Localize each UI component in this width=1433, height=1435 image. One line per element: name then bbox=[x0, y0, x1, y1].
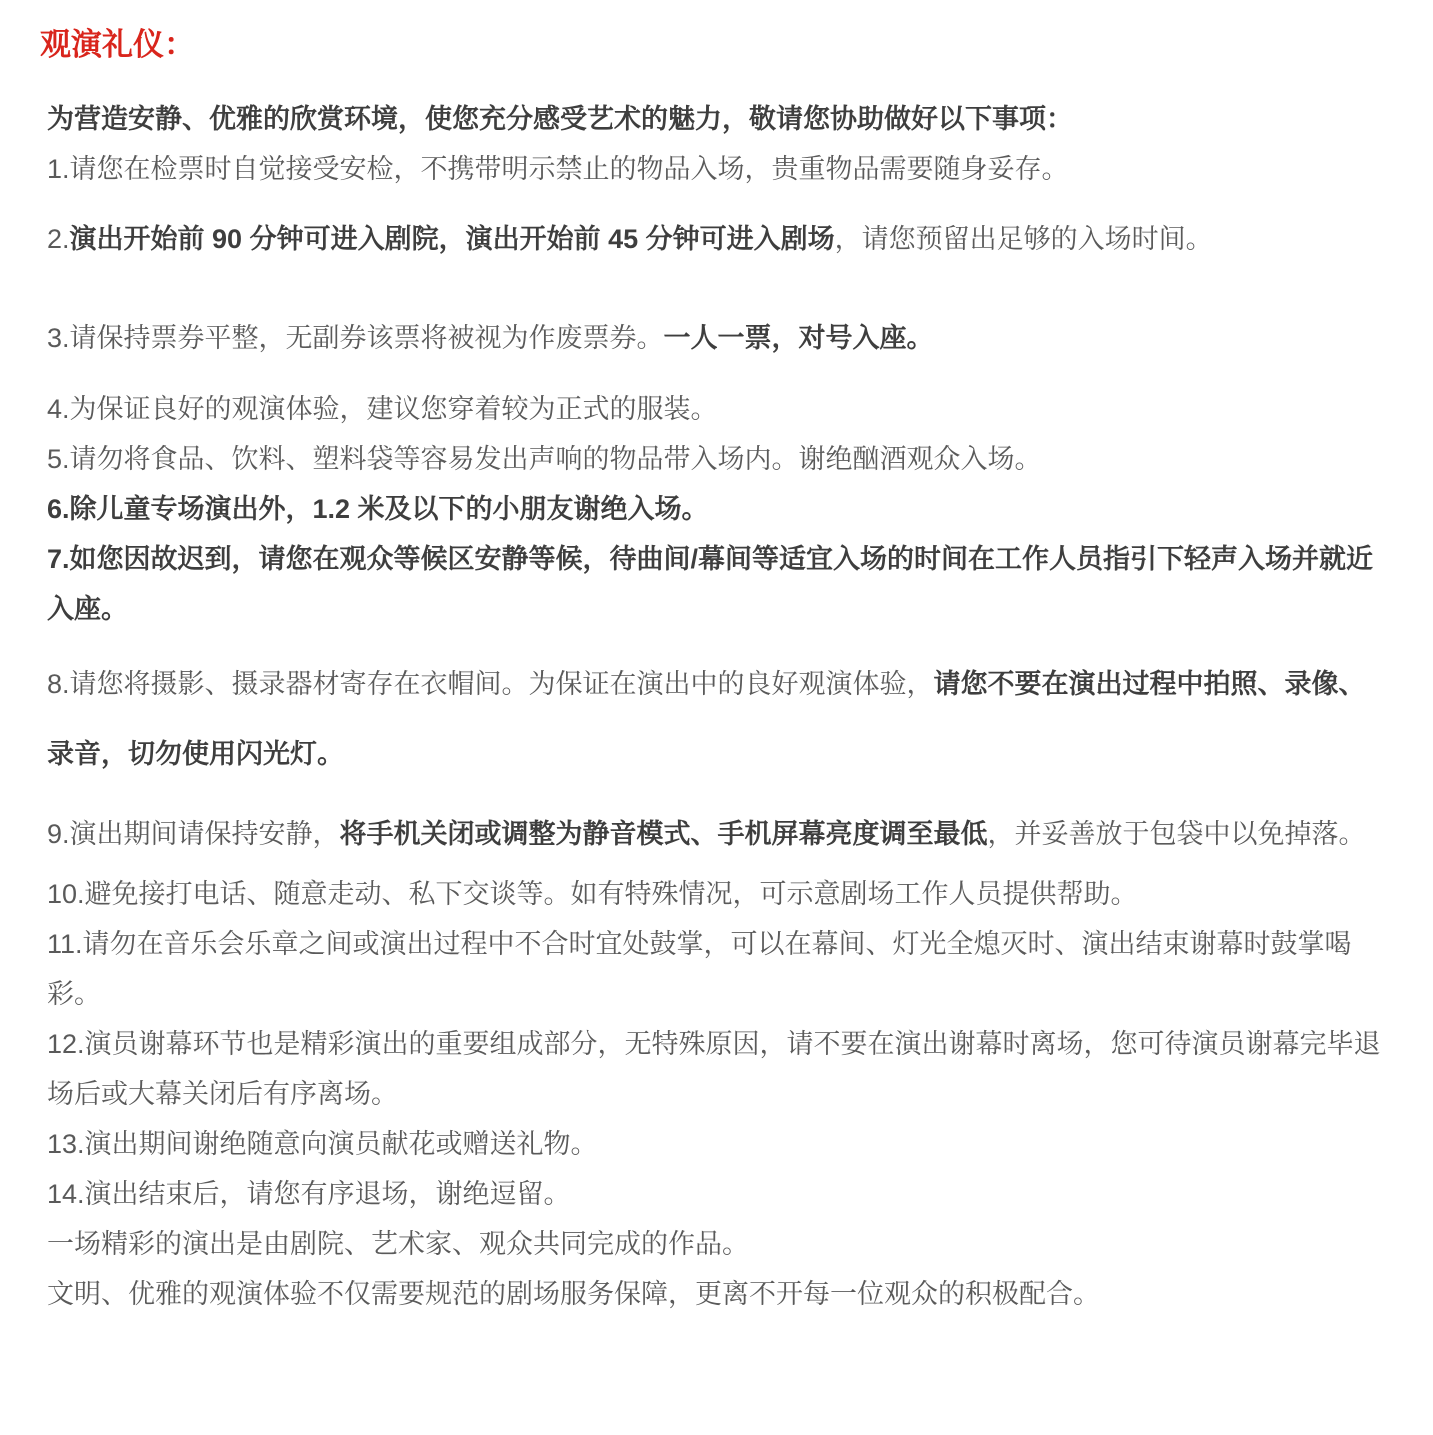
page-title: 观演礼仪： bbox=[40, 27, 195, 62]
item-4-text: 4.为保证良好的观演体验，建议您穿着较为正式的服装。 bbox=[47, 394, 718, 424]
item-3-text: 3.请保持票券平整，无副券该票将被视为作废票券。 bbox=[47, 323, 664, 353]
item-9-prefix: 9.演出期间请保持安静， bbox=[47, 819, 340, 849]
item-6-bold: 6.除儿童专场演出外，1.2 米及以下的小朋友谢绝入场。 bbox=[47, 494, 709, 524]
item-5-text: 5.请勿将食品、饮料、塑料袋等容易发出声响的物品带入场内。谢绝酗酒观众入场。 bbox=[47, 444, 1042, 474]
intro-text: 为营造安静、优雅的欣赏环境，使您充分感受艺术的魅力，敬请您协助做好以下事项： bbox=[47, 104, 1073, 134]
intro-paragraph bbox=[40, 94, 1388, 144]
closing-1-text: 一场精彩的演出是由剧院、艺术家、观众共同完成的作品。 bbox=[47, 1229, 749, 1259]
etiquette-item-13 bbox=[40, 1119, 1388, 1169]
etiquette-item-4 bbox=[40, 384, 1388, 434]
item-14-text: 14.演出结束后，请您有序退场，谢绝逗留。 bbox=[47, 1179, 571, 1209]
item-2-rest: ，请您预留出足够的入场时间。 bbox=[834, 224, 1213, 254]
item-3-bold: 一人一票，对号入座。 bbox=[663, 323, 934, 353]
etiquette-item-10 bbox=[40, 869, 1388, 919]
closing-line-1 bbox=[40, 1219, 1388, 1269]
item-7-bold: 7.如您因故迟到，请您在观众等候区安静等候，待曲间/幕间等适宜入场的时间在工作人员指引下轻声入场并就近入座。 bbox=[47, 544, 1374, 624]
item-2-prefix: 2. bbox=[47, 224, 70, 254]
etiquette-item-8 bbox=[40, 649, 1388, 789]
item-2-bold: 演出开始前 90 分钟可进入剧院，演出开始前 45 分钟可进入剧场 bbox=[69, 224, 835, 254]
item-13-text: 13.演出期间谢绝随意向演员献花或赠送礼物。 bbox=[47, 1129, 598, 1159]
item-1-text: 1.请您在检票时自觉接受安检，不携带明示禁止的物品入场，贵重物品需要随身妥存。 bbox=[47, 154, 1069, 184]
etiquette-item-7 bbox=[40, 534, 1388, 634]
closing-2-text: 文明、优雅的观演体验不仅需要规范的剧场服务保障，更离不开每一位观众的积极配合。 bbox=[47, 1279, 1100, 1309]
etiquette-item-3 bbox=[40, 313, 1388, 363]
etiquette-item-14 bbox=[40, 1169, 1388, 1219]
etiquette-item-11 bbox=[40, 919, 1388, 1019]
closing-line-2 bbox=[40, 1269, 1388, 1319]
etiquette-item-9 bbox=[40, 799, 1388, 869]
etiquette-item-2 bbox=[40, 214, 1388, 264]
item-9-bold: 将手机关闭或调整为静音模式、手机屏幕亮度调至最低 bbox=[339, 819, 988, 849]
item-11-text: 11.请勿在音乐会乐章之间或演出过程中不合时宜处鼓掌，可以在幕间、灯光全熄灭时、演出结束谢幕时鼓掌喝彩。 bbox=[47, 929, 1352, 1009]
item-9-rest: ，并妥善放于包袋中以免掉落。 bbox=[987, 819, 1366, 849]
etiquette-item-5 bbox=[40, 434, 1388, 484]
etiquette-item-12 bbox=[40, 1019, 1388, 1119]
item-10-text: 10.避免接打电话、随意走动、私下交谈等。如有特殊情况，可示意剧场工作人员提供帮助。 bbox=[47, 879, 1138, 909]
etiquette-item-1 bbox=[40, 144, 1388, 194]
item-8-text: 8.请您将摄影、摄录器材寄存在衣帽间。为保证在演出中的良好观演体验， bbox=[47, 669, 934, 699]
item-8-bold: 请您不要在演出过程中拍照、录像、录音，切勿使用闪光灯。 bbox=[47, 669, 1366, 769]
item-12-text: 12.演员谢幕环节也是精彩演出的重要组成部分，无特殊原因，请不要在演出谢幕时离场，您可待演员谢幕完毕退场后或大幕关闭后有序离场。 bbox=[47, 1029, 1381, 1109]
etiquette-item-6 bbox=[40, 484, 1388, 534]
